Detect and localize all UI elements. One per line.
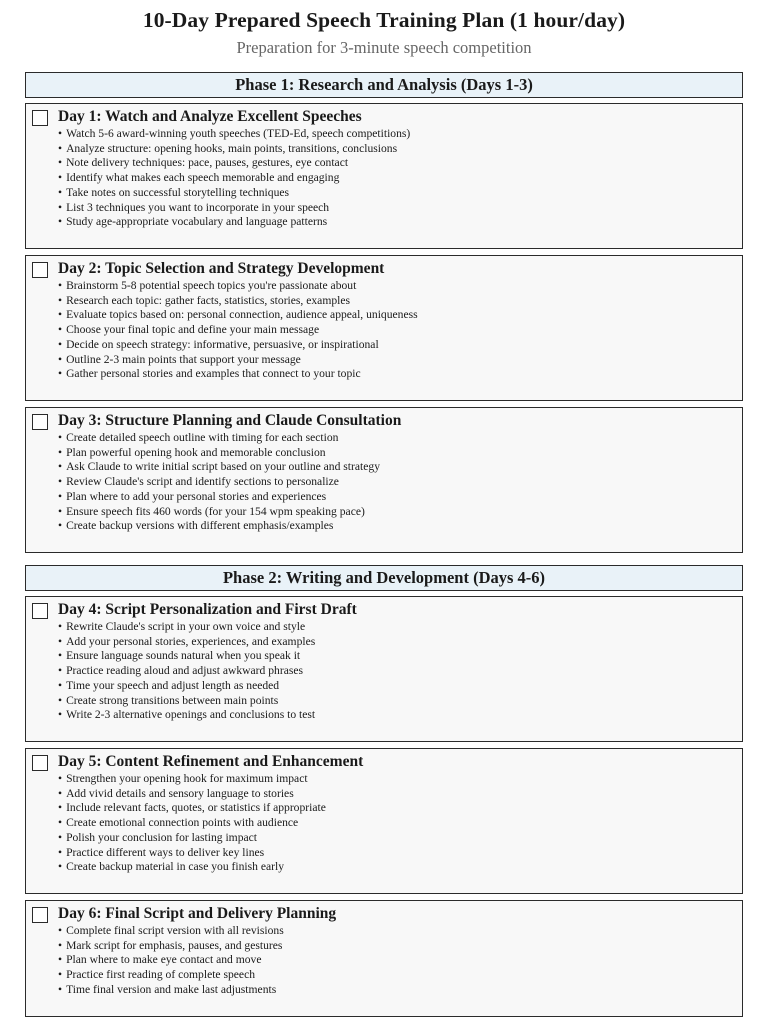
task-item: • Note delivery techniques: pace, pauses, gestures, eye contact [58, 156, 410, 171]
task-item: • Practice reading aloud and adjust awkward phrases [58, 664, 315, 679]
task-item: • Ensure language sounds natural when you speak it [58, 649, 315, 664]
phase-2-header: Phase 2: Writing and Development (Days 4-6) [25, 565, 743, 591]
task-item: • Study age-appropriate vocabulary and language patterns [58, 215, 410, 230]
day-5-task-list [58, 772, 326, 875]
day-6-card [25, 900, 743, 1017]
day-4-task-list [58, 620, 315, 723]
task-item: • Complete final script version with all revisions [58, 924, 284, 939]
task-item: • Plan where to make eye contact and move [58, 953, 284, 968]
task-item: • List 3 techniques you want to incorporate in your speech [58, 201, 410, 216]
task-item: • Time final version and make last adjustments [58, 983, 284, 998]
task-item: • Polish your conclusion for lasting impact [58, 831, 326, 846]
task-item: • Create detailed speech outline with timing for each section [58, 431, 380, 446]
task-item: • Gather personal stories and examples that connect to your topic [58, 367, 418, 382]
task-item: • Evaluate topics based on: personal connection, audience appeal, uniqueness [58, 308, 418, 323]
day-1-task-list [58, 127, 410, 230]
page-title: 10-Day Prepared Speech Training Plan (1 hour/day) [142, 8, 626, 32]
day-6-task-list [58, 924, 284, 998]
day-2-checkbox[interactable] [32, 262, 48, 278]
phase-1-header: Phase 1: Research and Analysis (Days 1-3) [25, 72, 743, 98]
task-item: • Outline 2-3 main points that support your message [58, 353, 418, 368]
task-item: • Ask Claude to write initial script based on your outline and strategy [58, 460, 380, 475]
task-item: • Brainstorm 5-8 potential speech topics you're passionate about [58, 279, 418, 294]
task-item: • Review Claude's script and identify sections to personalize [58, 475, 380, 490]
task-item: • Plan where to add your personal stories and experiences [58, 490, 380, 505]
task-item: • Create backup versions with different emphasis/examples [58, 519, 380, 534]
task-item: • Choose your final topic and define your main message [58, 323, 418, 338]
task-item: • Add your personal stories, experiences, and examples [58, 635, 315, 650]
day-2-title: Day 2: Topic Selection and Strategy Development [58, 260, 385, 277]
task-item: • Decide on speech strategy: informative, persuasive, or inspirational [58, 338, 418, 353]
day-5-title: Day 5: Content Refinement and Enhancement [58, 753, 364, 770]
day-6-checkbox[interactable] [32, 907, 48, 923]
day-5-checkbox[interactable] [32, 755, 48, 771]
day-1-title: Day 1: Watch and Analyze Excellent Speeches [58, 108, 362, 125]
day-2-card [25, 255, 743, 401]
task-item: • Create backup material in case you finish early [58, 860, 326, 875]
task-item: • Analyze structure: opening hooks, main points, transitions, conclusions [58, 142, 410, 157]
day-3-title: Day 3: Structure Planning and Claude Consultation [58, 412, 402, 429]
task-item: • Create strong transitions between main points [58, 694, 315, 709]
day-1-checkbox[interactable] [32, 110, 48, 126]
day-5-card [25, 748, 743, 894]
day-3-task-list [58, 431, 380, 534]
task-item: • Watch 5-6 award-winning youth speeches (TED-Ed, speech competitions) [58, 127, 410, 142]
page-subtitle: Preparation for 3-minute speech competition [236, 38, 532, 57]
day-4-title: Day 4: Script Personalization and First Draft [58, 601, 357, 618]
task-item: • Take notes on successful storytelling techniques [58, 186, 410, 201]
day-2-task-list [58, 279, 418, 382]
day-4-checkbox[interactable] [32, 603, 48, 619]
task-item: • Create emotional connection points with audience [58, 816, 326, 831]
day-3-card [25, 407, 743, 553]
day-1-card [25, 103, 743, 249]
task-item: • Time your speech and adjust length as needed [58, 679, 315, 694]
task-item: • Practice first reading of complete speech [58, 968, 284, 983]
task-item: • Add vivid details and sensory language to stories [58, 787, 326, 802]
task-item: • Ensure speech fits 460 words (for your 154 wpm speaking pace) [58, 505, 380, 520]
day-6-title: Day 6: Final Script and Delivery Planning [58, 905, 337, 922]
task-item: • Write 2-3 alternative openings and conclusions to test [58, 708, 315, 723]
task-item: • Identify what makes each speech memorable and engaging [58, 171, 410, 186]
task-item: • Research each topic: gather facts, statistics, stories, examples [58, 294, 418, 309]
day-3-checkbox[interactable] [32, 414, 48, 430]
task-item: • Mark script for emphasis, pauses, and gestures [58, 939, 284, 954]
task-item: • Plan powerful opening hook and memorable conclusion [58, 446, 380, 461]
day-4-card [25, 596, 743, 742]
task-item: • Include relevant facts, quotes, or statistics if appropriate [58, 801, 326, 816]
task-item: • Strengthen your opening hook for maximum impact [58, 772, 326, 787]
task-item: • Practice different ways to deliver key lines [58, 846, 326, 861]
task-item: • Rewrite Claude's script in your own voice and style [58, 620, 315, 635]
